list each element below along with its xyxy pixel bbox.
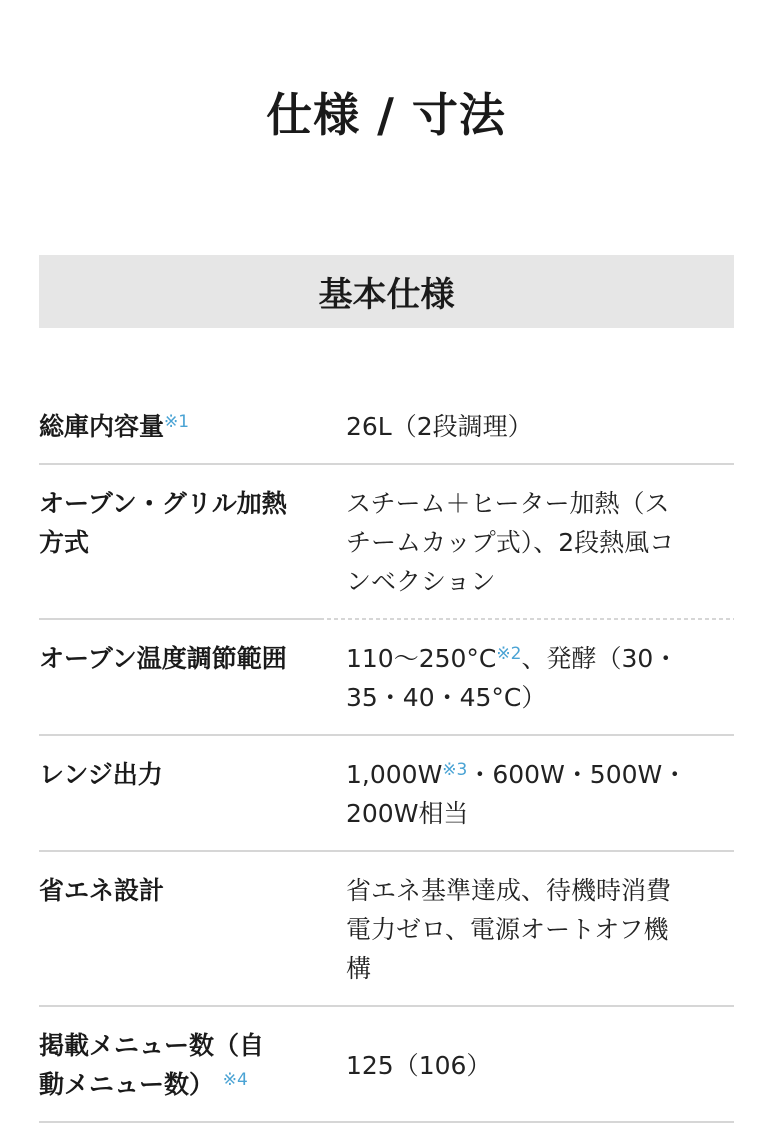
spec-value-text: 1,000W [346, 760, 443, 789]
spec-value-text: 110～250°C [346, 644, 497, 673]
footnote-marker[interactable]: ※3 [442, 760, 468, 780]
spec-row-microwave-output [39, 736, 734, 852]
spec-value [346, 484, 716, 601]
spec-value-line: 構 [346, 954, 372, 983]
spec-value-text: 26L（2段調理） [346, 412, 533, 441]
spec-label [39, 755, 346, 794]
footnote-marker[interactable]: ※2 [496, 644, 522, 664]
spec-row-menu-count [39, 1007, 734, 1123]
spec-value-text: ・600W・500W・ [467, 760, 688, 789]
spec-value-line: 電力ゼロ、電源オートオフ機 [346, 915, 669, 944]
spec-label-text: 総庫内容量 [39, 412, 165, 441]
spec-value [346, 407, 716, 446]
spec-label-text: オーブン温度調節範囲 [39, 644, 287, 673]
spec-label-text: 省エネ設計 [39, 876, 165, 905]
spec-label-line: 掲載メニュー数（自 [39, 1031, 265, 1060]
spec-value-text: 125（106） [346, 1050, 492, 1080]
spec-label-text: レンジ出力 [39, 760, 163, 789]
spec-label-line: 方式 [39, 528, 90, 557]
spec-value [346, 639, 716, 717]
spec-value-text: 、発酵（30・ [521, 644, 679, 673]
spec-label-line: オーブン・グリル加熱 [39, 489, 287, 518]
spec-row-energy-saving [39, 852, 734, 1007]
spec-value-line [346, 639, 716, 678]
spec-row-oven-temperature [39, 620, 734, 736]
spec-label [39, 1026, 346, 1104]
spec-value [346, 755, 716, 833]
spec-value-line [346, 755, 716, 794]
spec-value-line: スチーム＋ヒーター加熱（ス [346, 489, 670, 518]
spec-value-line: 200W相当 [346, 799, 469, 828]
spec-label [39, 639, 346, 678]
spec-value [346, 871, 716, 988]
spec-label [39, 407, 346, 446]
spec-table [39, 388, 734, 1123]
footnote-marker[interactable]: ※1 [164, 412, 190, 432]
spec-value-line: 35・40・45°C） [346, 683, 547, 712]
spec-value [346, 1046, 716, 1085]
spec-value-line: ンベクション [346, 567, 496, 596]
page-title: 仕様 / 寸法 [266, 88, 506, 142]
spec-label [39, 871, 346, 910]
spec-row-capacity [39, 388, 734, 465]
section-header-basic-specs [39, 255, 734, 328]
footnote-marker[interactable]: ※4 [222, 1070, 248, 1090]
spec-label-text: 動メニュー数） [39, 1070, 215, 1099]
section-header-label: 基本仕様 [318, 275, 455, 315]
spec-row-heating-method [39, 465, 734, 620]
spec-label-line [39, 1065, 346, 1104]
spec-value-line: 省エネ基準達成、待機時消費 [346, 876, 672, 905]
spec-label [39, 484, 346, 562]
spec-value-line: チームカップ式）、2段熱風コ [346, 528, 675, 557]
